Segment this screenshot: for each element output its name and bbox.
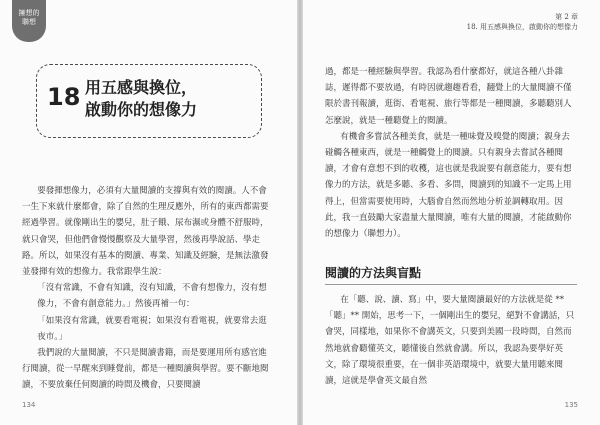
right-body-text-bottom	[325, 292, 577, 389]
paragraph: 過，都是一種經驗與學習。我認為看什麼都好，就這各種八卦雜誌，遲得都不要放過，有時因就趨趨看看，翻覺上的大量閱讀不僅限於書刊報讀，逛街、看電視、旅行等都是一種閱讀，多聽聽別人怎麼說，就是一種聽覺上的閱讀。	[325, 67, 572, 126]
chapter-title-line-1: 用五感與換位，	[85, 78, 198, 97]
paragraph: 在「聽、說、讀、寫」中，要大量閱讀最好的方法就是從 **「聽」** 開始，思考一下，一個剛出生的嬰兒，絕對不會講話，只會哭，同樣地，如果你不會講英文，只要到美國一段時間，自然而然地就會聽懂英文，聽懂後自然就會講。所以，我認為要學好英文，除了環境很重要，在一個非英語環境中，就要大量用聽來閱讀，這就是學會英文最自然	[325, 295, 575, 387]
running-header	[467, 12, 578, 32]
badge-line-1: 擁想的	[18, 9, 40, 17]
badge-line-2: 聯想	[22, 18, 36, 26]
chapter-title-line-2: 啟動你的想像力	[85, 100, 198, 119]
running-header-title: 18. 用五感與換位，啟動你的想像力	[466, 23, 578, 31]
page-number-left: 134	[22, 401, 36, 409]
section-divider	[325, 284, 577, 285]
book-series-badge	[12, 0, 46, 42]
right-page	[303, 0, 600, 425]
chapter-number: 18	[47, 83, 81, 111]
page-number-right: 135	[564, 401, 578, 409]
left-page	[0, 0, 297, 425]
paragraph: 有機會多嘗試各種美食，就是一種味覺及嗅覺的閱讀；親身去碰觸各種東西，就是一種觸覺上的閱讀。只有親身去嘗試各種閱讀，才會有意想不到的收穫，這也就是我說要有創意能力，要有想像力的方法，就是多聽、多看、多問，閱讀到的知識不一定馬上用得上，但當需要使用時，大腦會自然而然地分析並調轉取用。因此，我一直鼓勵大家盡量大量閱讀，唯有大量的閱讀，才能啟動你的想像力（聯想力）。	[325, 131, 572, 240]
chapter-title-box	[36, 64, 262, 138]
running-header-chapter: 第 2 章	[555, 13, 578, 21]
quote-paragraph: 「如果沒有常識，就要看電視；如果沒有看電視，就要常去逛夜市。」	[37, 315, 267, 342]
chapter-title	[85, 77, 197, 121]
paragraph: 要發揮想像力，必須有大量閱讀的支撐與有效的閱讀。人不會一生下來就什麼都會，除了自然的生理反應外，所有的東西都需要經過學習。就像剛出生的嬰兒，肚子餓、尿布濕或身體不舒服時，就只會哭，但他們會慢慢觀察及大量學習，然後再學說話、學走路。所以，如果沒有基本的閱讀、專業、知識及經驗，是無法激發並發揮有效的想像力。我常跟學生說：	[22, 186, 269, 278]
right-body-text-top	[325, 64, 577, 242]
paragraph: 我們說的大量閱讀，不只是閱讀書籍，而是要運用所有感官進行閱讀，從一早醒來到睡覺前，都是一種閱讀與學習。要不斷地閱讀，不要放棄任何閱讀的時間及機會，只要閱讀	[22, 348, 269, 391]
quote-paragraph: 「沒有常識，不會有知識，沒有知識，不會有想像力，沒有想像力，不會有創意能力。」然後再補一句：	[37, 283, 267, 310]
left-body-text	[22, 183, 274, 394]
section-heading: 閱讀的方法與盲點	[325, 266, 422, 280]
